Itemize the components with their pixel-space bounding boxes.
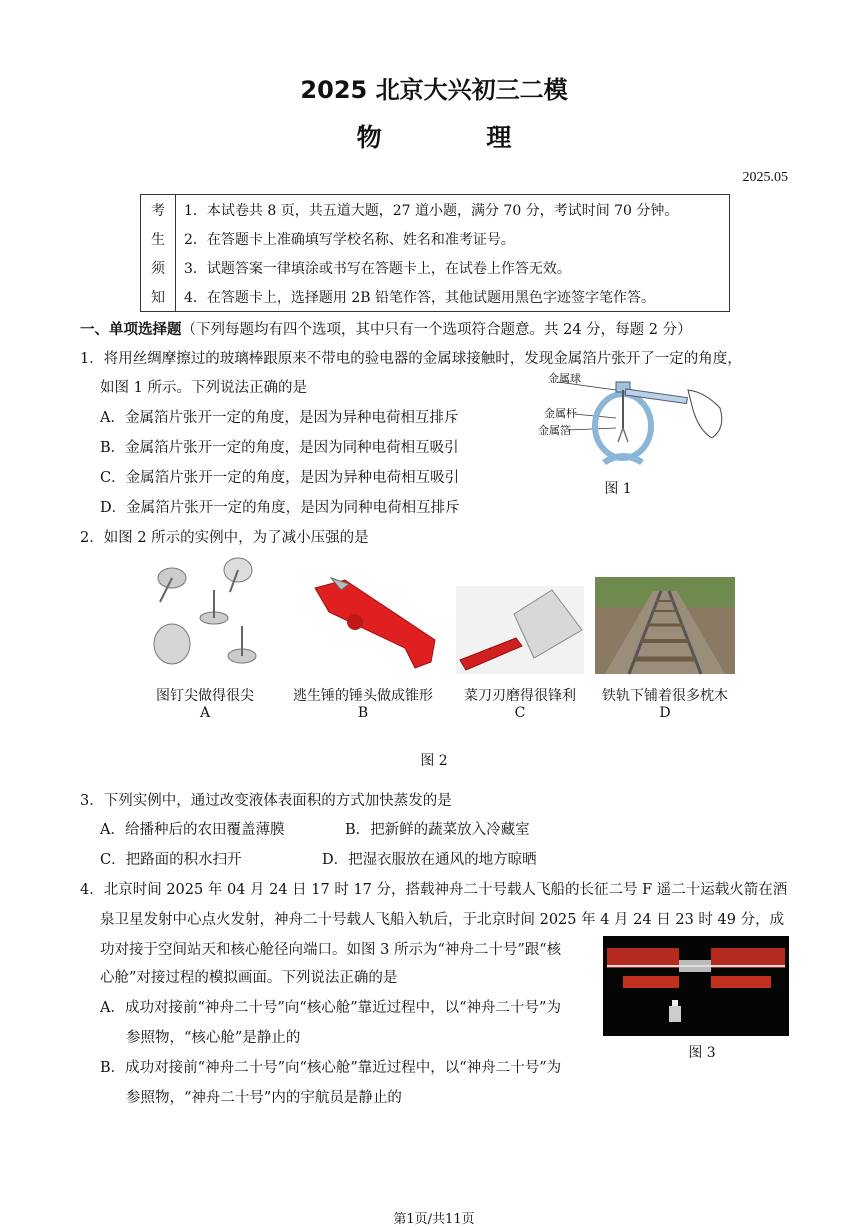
railway-track-image xyxy=(595,577,735,674)
fig2-caption-c: 菜刀刃磨得很锋利 xyxy=(464,688,576,704)
fig3-caption: 图 3 xyxy=(688,1045,716,1061)
fig2-caption-a: 图钉尖做得很尖 xyxy=(156,688,254,704)
fig1-caption: 图 1 xyxy=(604,481,632,497)
kitchen-knife-image xyxy=(456,586,584,674)
notice-item: 2．在答题卡上准确填写学校名称、姓名和准考证号。 xyxy=(176,224,730,253)
q1-option-d: D．金属箔片张开一定的角度，是因为同种电荷相互排斥 xyxy=(100,500,460,516)
q1-stem-line2: 如图 1 所示。下列说法正确的是 xyxy=(100,380,307,396)
q4-option-b-line1: B．成功对接前“神舟二十号”向“核心舱”靠近过程中，以“神舟二十号”为 xyxy=(100,1060,562,1076)
fig2-caption-b: 逃生锤的锤头做成锥形 xyxy=(293,688,433,704)
thumbtacks-image xyxy=(150,556,270,676)
fig1-label-rod: 金属杆 xyxy=(544,407,577,420)
page-title: 2025 北京大兴初三二模 xyxy=(300,76,568,104)
q4-stem-line2: 泉卫星发射中心点火发射，神舟二十号载人飞船入轨后，于北京时间 2025 年 4 月 24 日 23 时 49 分，成 xyxy=(100,912,785,928)
fig1-label-ball: 金属球 xyxy=(548,372,581,385)
section-title: 一、单项选择题 xyxy=(80,321,182,338)
notice-key: 考 xyxy=(141,195,176,225)
q4-option-a-line1: A．成功对接前“神舟二十号”向“核心舱”靠近过程中，以“神舟二十号”为 xyxy=(100,1000,561,1016)
q4-stem-line4: 心舱”对接过程的模拟画面。下列说法正确的是 xyxy=(100,970,398,986)
q1-option-b: B．金属箔片张开一定的角度，是因为同种电荷相互吸引 xyxy=(100,440,459,456)
q2-stem: 2．如图 2 所示的实例中，为了减小压强的是 xyxy=(80,530,369,546)
fig2-letter-c: C xyxy=(514,705,526,721)
q1-option-a: A．金属箔片张开一定的角度，是因为异种电荷相互排斥 xyxy=(100,410,459,426)
fig2-caption: 图 2 xyxy=(420,753,448,769)
q3-option-b: B．把新鲜的蔬菜放入冷藏室 xyxy=(345,822,530,838)
notice-key: 生 xyxy=(141,224,176,253)
exam-notice-table xyxy=(140,194,730,312)
notice-item: 3．试题答案一律填涂或书写在答题卡上，在试卷上作答无效。 xyxy=(176,253,730,282)
notice-key: 须 xyxy=(141,253,176,282)
fig2-letter-d: D xyxy=(659,705,671,721)
notice-item: 4．在答题卡上，选择题用 2B 铅笔作答，其他试题用黑色字迹签字笔作答。 xyxy=(176,282,730,312)
fig2-caption-d: 铁轨下铺着很多枕木 xyxy=(602,688,728,704)
subject-title: 物 理 xyxy=(356,123,560,152)
q1-option-c: C．金属箔片张开一定的角度，是因为异种电荷相互吸引 xyxy=(100,470,460,486)
fig2-letter-a: A xyxy=(199,705,211,721)
section-heading xyxy=(80,318,692,339)
q4-stem-line3: 功对接于空间站天和核心舱径向端口。如图 3 所示为“神舟二十号”跟“核 xyxy=(100,942,562,958)
fig1-label-foil: 金属箔 xyxy=(538,424,571,437)
q3-stem: 3．下列实例中，通过改变液体表面积的方式加快蒸发的是 xyxy=(80,793,452,809)
fig2-letter-b: B xyxy=(357,705,369,721)
q4-option-b-line2: 参照物，“神舟二十号”内的宇航员是静止的 xyxy=(126,1090,402,1106)
q4-stem-line1: 4．北京时间 2025 年 04 月 24 日 17 时 17 分，搭载神舟二十号载人飞船的长征二号 F 遥二十运载火箭在酒 xyxy=(80,882,788,898)
q1-stem-line1: 1．将用丝绸摩擦过的玻璃棒跟原来不带电的验电器的金属球接触时，发现金属箔片张开了一定的角度， xyxy=(80,351,742,367)
q3-option-a: A．给播种后的农田覆盖薄膜 xyxy=(100,822,285,838)
notice-key: 知 xyxy=(141,282,176,312)
section-note: （下列每题均有四个选项，其中只有一个选项符合题意。共 24 分，每题 2 分） xyxy=(181,322,692,338)
notice-item: 1．本试卷共 8 页，共五道大题，27 道小题，满分 70 分，考试时间 70 分钟。 xyxy=(176,195,730,225)
page-footer: 第1页/共11页 xyxy=(393,1212,475,1227)
q3-option-c: C．把路面的积水扫开 xyxy=(100,852,242,868)
escape-hammer-image xyxy=(305,578,437,673)
q3-option-d: D．把湿衣服放在通风的地方晾晒 xyxy=(322,852,537,868)
q4-option-a-line2: 参照物，“核心舱”是静止的 xyxy=(126,1030,301,1046)
exam-date: 2025.05 xyxy=(742,170,788,185)
space-docking-image xyxy=(603,936,789,1036)
